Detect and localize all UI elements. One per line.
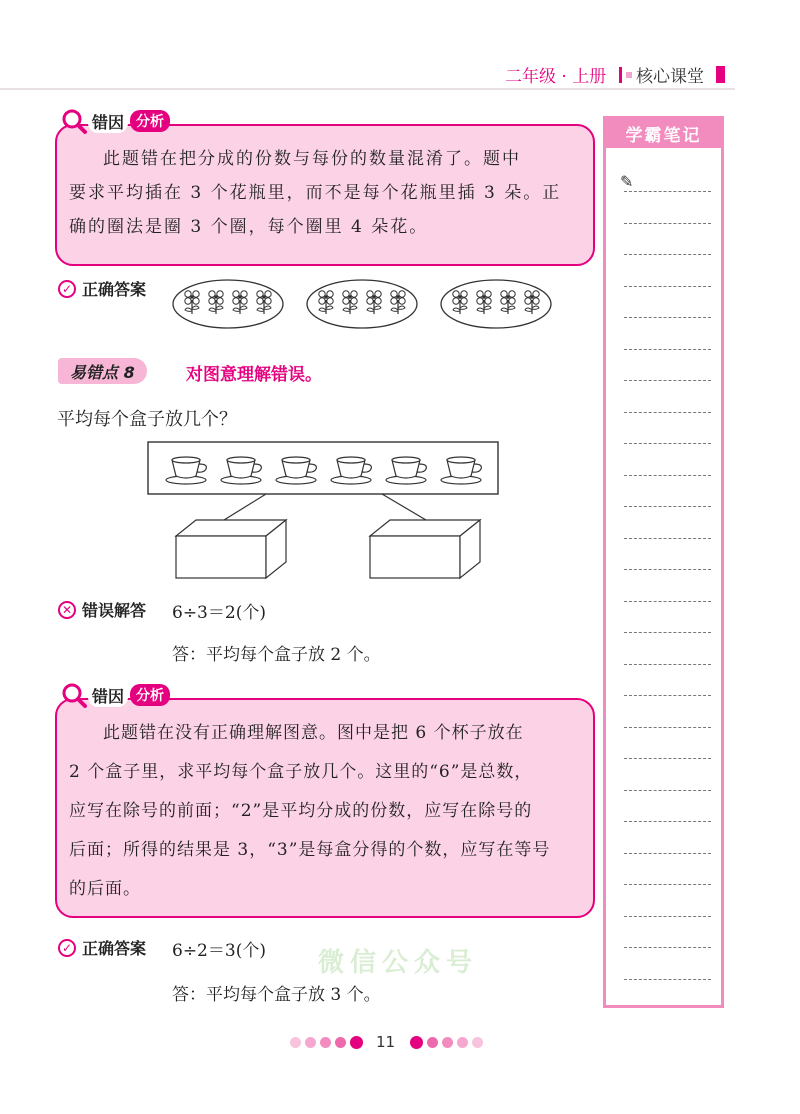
analysis-tag-1 [60,108,170,134]
note-line [624,538,711,539]
note-line [624,947,711,948]
box-1 [176,520,286,578]
correct-answer-2-label-row [58,936,146,959]
analysis-2-line-2: 2 个盒子里，求平均每个盒子放几个。这里的“6”是总数， [69,762,533,782]
wrong-answer-label: 错误解答 [82,601,147,620]
cup-tray [148,442,498,494]
analysis-tag-2 [60,682,170,708]
header-dot [626,72,632,78]
check-icon: ✓ [58,280,76,298]
wrong-answer-label-row [58,598,146,621]
notes-title: 学霸笔记 [605,118,722,148]
note-line [624,380,711,381]
check-icon: ✓ [58,939,76,957]
note-line [624,790,711,791]
note-line [624,286,711,287]
header-rule [0,88,735,90]
analysis-2-line-3: 应写在除号的前面；“2”是平均分成的份数，应写在除号的 [69,801,533,821]
note-line [624,664,711,665]
note-line [624,853,711,854]
correct-answer-1-label-row [58,277,146,300]
note-line [624,254,711,255]
header-divider [619,67,622,83]
cups-boxes-figure [146,440,500,580]
box-2 [370,520,480,578]
analysis-tag-label: 错因 [88,684,128,707]
wrong-equation: 6÷3＝2(个) [172,603,266,623]
note-line [624,979,711,980]
analysis-1-line-1: 此题错在把分成的份数与每份的数量混淆了。题中 [103,149,521,169]
note-line [624,223,711,224]
wrong-answer-sentence: 答：平均每个盒子放 2 个。 [172,645,381,665]
analysis-tag-pill: 分析 [130,684,170,706]
note-line [624,727,711,728]
note-line [624,884,711,885]
analysis-tag-pill: 分析 [130,110,170,132]
analysis-2-line-1: 此题错在没有正确理解图意。图中是把 6 个杯子放在 [103,723,524,743]
cross-icon: ✕ [58,601,76,619]
page-footer [290,1034,510,1050]
correct-equation: 6÷2＝3(个) [172,941,266,961]
page-number: 11 [376,1033,396,1051]
note-line [624,443,711,444]
note-line [624,191,711,192]
correct-answer-1-label: 正确答案 [82,280,147,299]
header-section: 核心课堂 [636,67,704,87]
flower-ellipse-1 [173,280,283,328]
note-line [624,758,711,759]
flower-groups [172,278,592,332]
analysis-2-line-5: 的后面。 [69,879,141,899]
analysis-box-2 [55,698,595,918]
note-line [624,916,711,917]
note-line [624,412,711,413]
correct-answer-2-label: 正确答案 [82,939,147,958]
note-line [624,632,711,633]
magnifier-icon [60,107,88,135]
note-line [624,317,711,318]
notes-panel [603,116,724,1008]
analysis-box-1 [55,124,595,266]
header-marker [716,66,725,83]
flower-ellipse-2 [307,280,417,328]
note-line [624,506,711,507]
watermark-text: 微信公众号 [318,948,479,978]
analysis-1-line-3: 确的圈法是圈 3 个圈，每个圈里 4 朵花。 [69,217,429,237]
note-line [624,349,711,350]
header-grade: 二年级 · 上册 [505,67,607,87]
magnifier-icon [60,681,88,709]
pitfall-title: 对图意理解错误。 [186,365,322,385]
analysis-1-line-2: 要求平均插在 3 个花瓶里，而不是每个花瓶里插 3 朵。正 [69,183,562,203]
note-line [624,695,711,696]
pitfall-tag: 易错点 8 [58,358,147,384]
note-line [624,821,711,822]
pencil-icon: ✎ [620,172,634,191]
analysis-2-line-4: 后面；所得的结果是 3，“3”是每盒分得的个数，应写在等号 [69,840,551,860]
question-text: 平均每个盒子放几个？ [57,409,237,430]
correct-answer-sentence: 答：平均每个盒子放 3 个。 [172,985,381,1005]
note-line [624,475,711,476]
flower-ellipse-3 [441,280,551,328]
note-line [624,601,711,602]
analysis-tag-label: 错因 [88,110,128,133]
note-line [624,569,711,570]
